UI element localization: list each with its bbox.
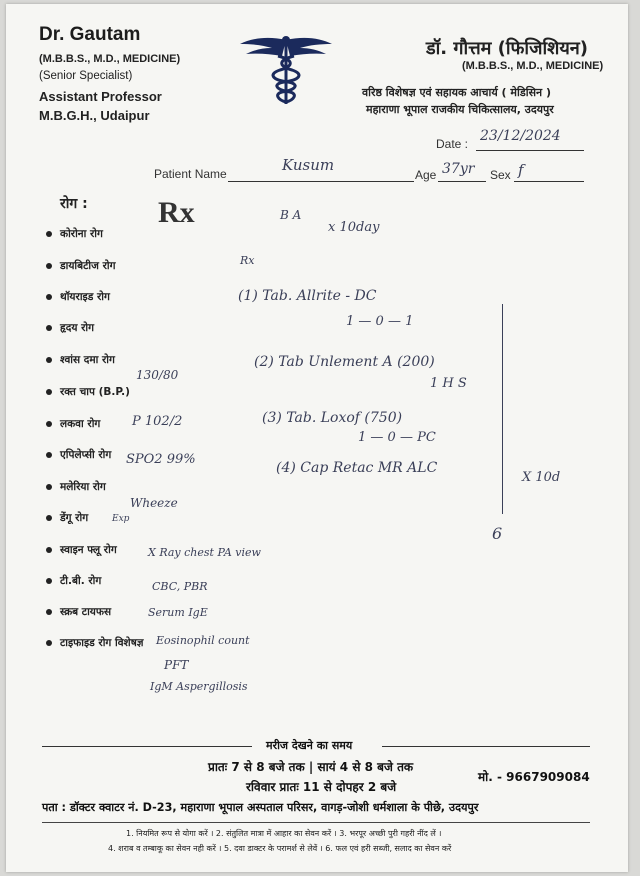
disease-item: रक्त चाप (B.P.) [46, 385, 130, 399]
bullet-icon [46, 294, 52, 300]
disease-item: कोरोना रोग [46, 227, 103, 241]
doctor-hospital-en: M.B.G.H., Udaipur [39, 108, 150, 123]
disease-item: श्वांस दमा रोग [46, 353, 115, 367]
note-xray: X Ray chest PA view [148, 546, 261, 559]
med-1-dose: 1 — 0 — 1 [346, 314, 414, 329]
disease-item: एपिलेप्सी रोग [46, 448, 111, 462]
patient-name-value: Kusum [282, 156, 335, 174]
doctor-post-en: Assistant Professor [39, 89, 162, 104]
note-bp: 130/80 [136, 368, 179, 382]
footer-heading: मरीज देखने का समय [266, 739, 353, 752]
doctor-post-hi: वरिष्ठ विशेषज्ञ एवं सहायक आचार्य ( मेडिसिन ) [362, 86, 551, 99]
note-cbc: CBC, PBR [152, 580, 208, 593]
disease-item: लकवा रोग [46, 417, 100, 431]
disease-item: डेंगू रोग [46, 511, 88, 525]
med-3-dose: 1 — 0 — PC [358, 430, 436, 445]
doctor-name-en: Dr. Gautam [39, 24, 141, 45]
rx-symbol: Rx [158, 196, 195, 229]
bullet-icon [46, 357, 52, 363]
note-pft: PFT [164, 658, 189, 672]
bullet-icon [46, 231, 52, 237]
doctor-degree-hi: (M.B.B.S., M.D., MEDICINE) [462, 60, 604, 72]
doctor-role-en: (Senior Specialist) [39, 70, 133, 82]
note-spo2: SPO2 99% [126, 452, 196, 467]
date-label: Date : [436, 137, 469, 151]
date-value: 23/12/2024 [480, 128, 561, 144]
doctor-hospital-hi: महाराणा भूपाल राजकीय चिकित्सालय, उदयपुर [366, 103, 554, 116]
footer-timing-2: रविवार प्रातः 11 से दोपहर 2 बजे [246, 780, 397, 794]
note-igm: IgM Aspergillosis [150, 680, 248, 693]
note-pulse: P 102/2 [132, 414, 183, 429]
note-rx-small: Rx [240, 254, 255, 267]
sex-value: f [518, 161, 524, 179]
footer-mobile: मो. - 9667909084 [478, 770, 590, 784]
med-3: (3) Tab. Loxof (750) [262, 410, 403, 426]
caduceus-icon [238, 32, 334, 110]
note-exp: Exp [112, 514, 130, 524]
bullet-icon [46, 452, 52, 458]
footer-timing-1: प्रातः 7 से 8 बजे तक | सायं 4 से 8 बजे तक [208, 760, 414, 774]
sex-label: Sex [490, 168, 511, 182]
bullet-icon [46, 484, 52, 490]
prescription-sheet [6, 4, 628, 872]
note-x10d: X 10d [522, 470, 561, 485]
age-value: 37yr [442, 161, 475, 177]
footer-instructions-2: 4. शराब व तम्बाकू का सेवन नही करें । 5. दवा डाक्टर के परामर्श से लेवें । 6. फल एवं हरी सब्जी, सलाद का सेवन करें [108, 844, 452, 853]
disease-item: स्क्रब टायफस [46, 605, 111, 619]
doctor-name-hi: डॉ. गौत्तम (फिजिशियन) [426, 38, 589, 59]
rog-heading: रोग : [60, 196, 88, 212]
footer-address: पता : डॉक्टर क्वाटर नं. D-23, महाराणा भूपाल अस्पताल परिसर, वागड़-जोशी धर्मशाला के पीछे, उदयपुर [42, 801, 479, 814]
bullet-icon [46, 547, 52, 553]
bullet-icon [46, 578, 52, 584]
bracket-line [502, 304, 509, 514]
disease-item: टी.बी. रोग [46, 574, 101, 588]
bullet-icon [46, 325, 52, 331]
note-ba-days: x 10day [328, 220, 380, 235]
med-2: (2) Tab Unlement A (200) [254, 354, 435, 370]
med-4: (4) Cap Retac MR ALC [276, 460, 438, 476]
med-2-dose: 1 H S [430, 376, 467, 391]
bullet-icon [46, 515, 52, 521]
bullet-icon [46, 609, 52, 615]
age-label: Age [415, 168, 437, 182]
bullet-icon [46, 389, 52, 395]
patient-name-label: Patient Name [154, 167, 227, 181]
disease-item: स्वाइन फ्लू रोग [46, 543, 117, 557]
med-1: (1) Tab. Allrite - DC [238, 288, 377, 304]
disease-item: टाइफाइड रोग विशेषज्ञ [46, 636, 144, 650]
disease-item: डायबिटीज रोग [46, 259, 116, 273]
doctor-degree-en: (M.B.B.S., M.D., MEDICINE) [39, 53, 181, 65]
bullet-icon [46, 640, 52, 646]
disease-item: मलेरिया रोग [46, 480, 106, 494]
bullet-icon [46, 263, 52, 269]
footer-instructions-1: 1. नियमित रूप से योगा करें । 2. संतुलित मात्रा में आहार का सेवन करें । 3. भरपूर अच्छी पुरी गहरी नींद लें । [126, 829, 442, 838]
note-six: 6 [492, 524, 503, 543]
note-wheeze: Wheeze [130, 496, 178, 510]
note-serum: Serum IgE [148, 606, 208, 619]
disease-item: थॉयराइड रोग [46, 290, 110, 304]
bullet-icon [46, 421, 52, 427]
note-eosino: Eosinophil count [156, 634, 250, 647]
note-ba: B A [280, 208, 302, 222]
disease-item: हृदय रोग [46, 321, 94, 335]
